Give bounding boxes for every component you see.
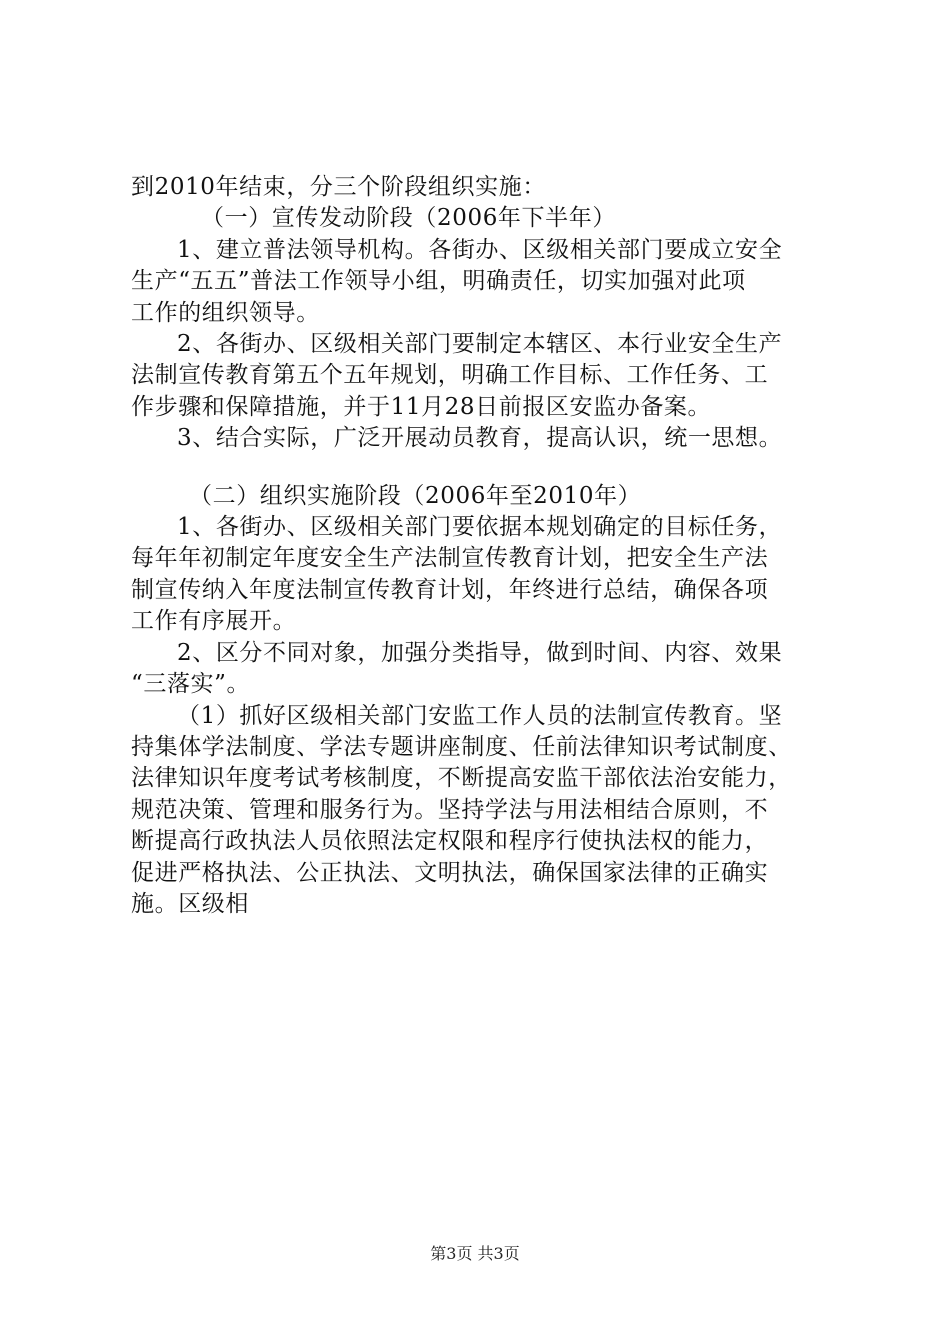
text-line: 制宣传纳入年度法制宣传教育计划，年终进行总结，确保各项 bbox=[131, 576, 769, 603]
text-line: （1）抓好区级相关部门安监工作人员的法制宣传教育。坚 bbox=[177, 702, 783, 729]
text-line: 2、区分不同对象，加强分类指导，做到时间、内容、效果 bbox=[177, 639, 783, 666]
text-line: 持集体学法制度、学法专题讲座制度、任前法律知识考试制度、 bbox=[131, 733, 792, 760]
text-line: “三落实”。 bbox=[131, 671, 251, 698]
text-line: 作步骤和保障措施，并于11月28日前报区安监办备案。 bbox=[131, 393, 712, 420]
text-line: 法律知识年度考试考核制度，不断提高安监干部依法治安能力， bbox=[131, 765, 792, 792]
text-line: 2、各街办、区级相关部门要制定本辖区、本行业安全生产 bbox=[177, 331, 783, 358]
text-line: 3、结合实际，广泛开展动员教育，提高认识，统一思想。 bbox=[177, 425, 783, 452]
text-line: 工作的组织领导。 bbox=[131, 299, 320, 326]
text-line: 法制宣传教育第五个五年规划，明确工作目标、工作任务、工 bbox=[131, 362, 769, 389]
section-heading-implementation-stage: （二）组织实施阶段（2006年至2010年） bbox=[189, 482, 642, 509]
text-line: 断提高行政执法人员依照法定权限和程序行使执法权的能力， bbox=[131, 828, 769, 855]
text-line: 促进严格执法、公正执法、文明执法，确保国家法律的正确实 bbox=[131, 859, 769, 886]
text-line: 工作有序展开。 bbox=[131, 608, 297, 635]
text-line: 1、各街办、区级相关部门要依据本规划确定的目标任务， bbox=[177, 514, 783, 541]
text-line: 每年年初制定年度安全生产法制宣传教育计划，把安全生产法 bbox=[131, 545, 769, 572]
text-line: 施。区级相 bbox=[131, 890, 249, 917]
page-number-footer: 第3页 共3页 bbox=[430, 1244, 520, 1263]
section-heading-propaganda-stage: （一）宣传发动阶段（2006年下半年） bbox=[201, 205, 616, 232]
text-line: 规范决策、管理和服务行为。坚持学法与用法相结合原则，不 bbox=[131, 796, 769, 823]
document-body bbox=[131, 172, 831, 920]
text-line: 1、建立普法领导机构。各街办、区级相关部门要成立安全 bbox=[177, 236, 783, 263]
text-line: 到2010年结束，分三个阶段组织实施： bbox=[131, 174, 546, 200]
text-line: 生产“五五”普法工作领导小组，明确责任，切实加强对此项 bbox=[131, 268, 746, 295]
paragraph-gap bbox=[131, 455, 831, 481]
